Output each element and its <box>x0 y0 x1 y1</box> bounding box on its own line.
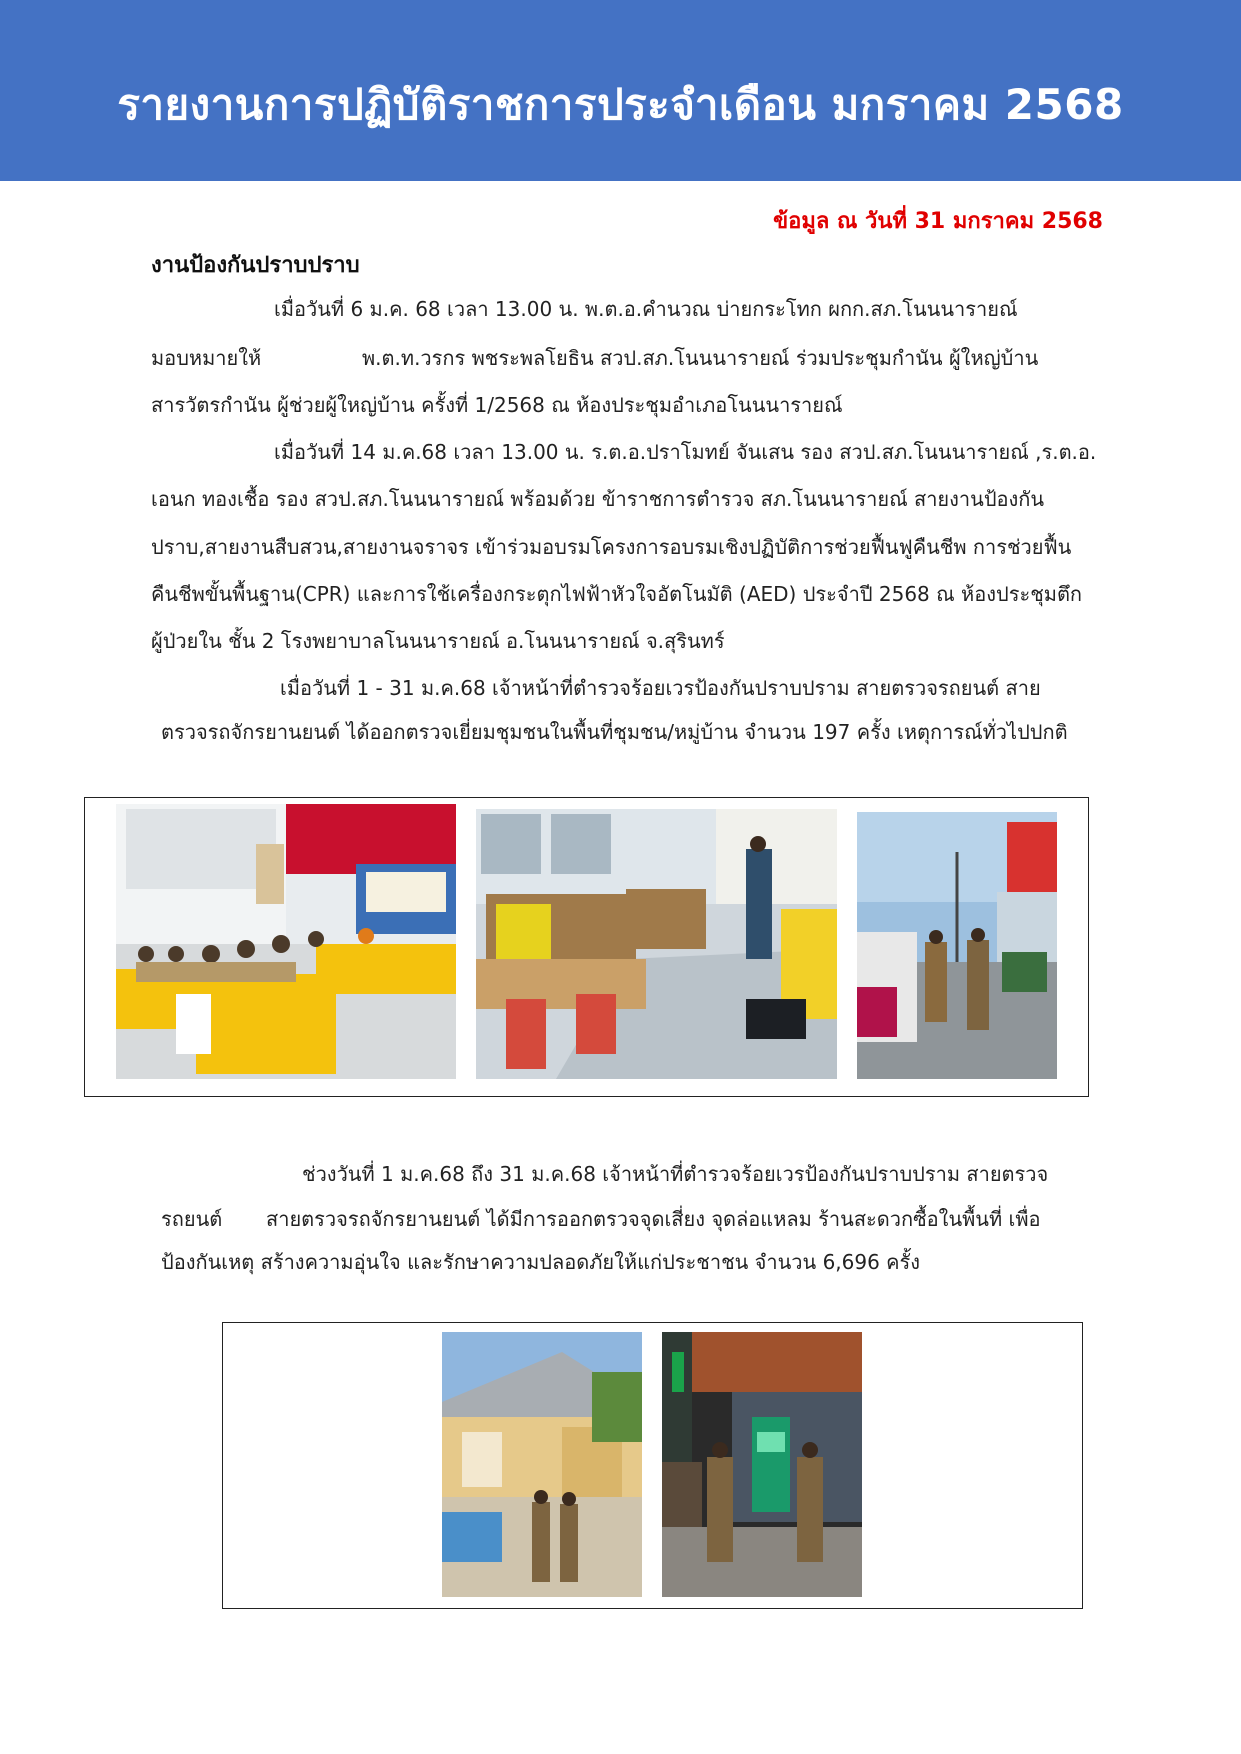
page-title: รายงานการปฏิบัติราชการประจำเดือน มกราคม 2568 <box>117 80 1124 129</box>
temple-checkpoint-photo <box>442 1332 642 1597</box>
street-patrol-photo <box>857 812 1057 1079</box>
photo-frame-1 <box>84 797 1089 1097</box>
paragraph-line: เมื่อวันที่ 1 - 31 ม.ค.68 เจ้าหน้าที่ตำรวจร้อยเวรป้องกันปราบปราม สายตรวจรถยนต์ สาย <box>280 676 1041 700</box>
paragraph-line: สารวัตรกำนัน ผู้ช่วยผู้ใหญ่บ้าน ครั้งที่ 1/2568 ณ ห้องประชุมอำเภอโนนนารายณ์ <box>151 393 843 417</box>
paragraph-line: ป้องกันเหตุ สร้างความอุ่นใจ และรักษาความปลอดภัยให้แก่ประชาชน จำนวน 6,696 ครั้ง <box>161 1250 921 1274</box>
paragraph-line: ช่วงวันที่ 1 ม.ค.68 ถึง 31 ม.ค.68 เจ้าหน้าที่ตำรวจร้อยเวรป้องกันปราบปราม สายตรวจ <box>302 1162 1049 1186</box>
atm-patrol-photo <box>662 1332 862 1597</box>
paragraph-line: เมื่อวันที่ 14 ม.ค.68 เวลา 13.00 น. ร.ต.อ.ปราโมทย์ จันเสน รอง สวป.สภ.โนนนารายณ์ ,ร.ต.อ. <box>274 440 1097 464</box>
photo-frame-2 <box>222 1322 1083 1609</box>
header-banner <box>0 0 1241 181</box>
paragraph-line: เอนก ทองเชื้อ รอง สวป.สภ.โนนนารายณ์ พร้อมด้วย ข้าราชการตำรวจ สภ.โนนนารายณ์ สายงานป้องกัน <box>151 487 1045 511</box>
paragraph-line: คืนชีพขั้นพื้นฐาน(CPR) และการใช้เครื่องกระตุกไฟฟ้าหัวใจอัตโนมัติ (AED) ประจำปี 2568 ณ ห้องประชุมตึก <box>151 582 1083 606</box>
paragraph-line: ตรวจรถจักรยานยนต์ ได้ออกตรวจเยี่ยมชุมชนในพื้นที่ชุมชน/หมู่บ้าน จำนวน 197 ครั้ง เหตุการณ์ทั่วไปปกติ <box>161 720 1068 744</box>
section-heading: งานป้องกันปราบปราบ <box>151 253 360 278</box>
paragraph-line: มอบหมายให้ <box>151 346 262 370</box>
meeting-photo <box>116 804 456 1079</box>
paragraph-line: ปราบ,สายงานสืบสวน,สายงานจราจร เข้าร่วมอบรมโครงการอบรมเชิงปฏิบัติการช่วยฟื้นฟูคืนชีพ การช่วยฟื้น <box>151 535 1072 559</box>
paragraph-line: เมื่อวันที่ 6 ม.ค. 68 เวลา 13.00 น. พ.ต.อ.คำนวณ บ่ายกระโทก ผกก.สภ.โนนนารายณ์ <box>274 297 1018 321</box>
paragraph-line: รถยนต์ <box>161 1207 223 1231</box>
paragraph-line: สายตรวจรถจักรยานยนต์ ได้มีการออกตรวจจุดเสี่ยง จุดล่อแหลม ร้านสะดวกซื้อในพื้นที่ เพื่อ <box>266 1207 1041 1231</box>
paragraph-line: พ.ต.ท.วรกร พชระพลโยธิน สวป.สภ.โนนนารายณ์ ร่วมประชุมกำนัน ผู้ใหญ่บ้าน <box>362 346 1039 370</box>
training-photo <box>476 809 837 1079</box>
data-as-of-date: ข้อมูล ณ วันที่ 31 มกราคม 2568 <box>773 209 1103 234</box>
paragraph-line: ผู้ป่วยใน ชั้น 2 โรงพยาบาลโนนนารายณ์ อ.โนนนารายณ์ จ.สุรินทร์ <box>151 629 725 653</box>
